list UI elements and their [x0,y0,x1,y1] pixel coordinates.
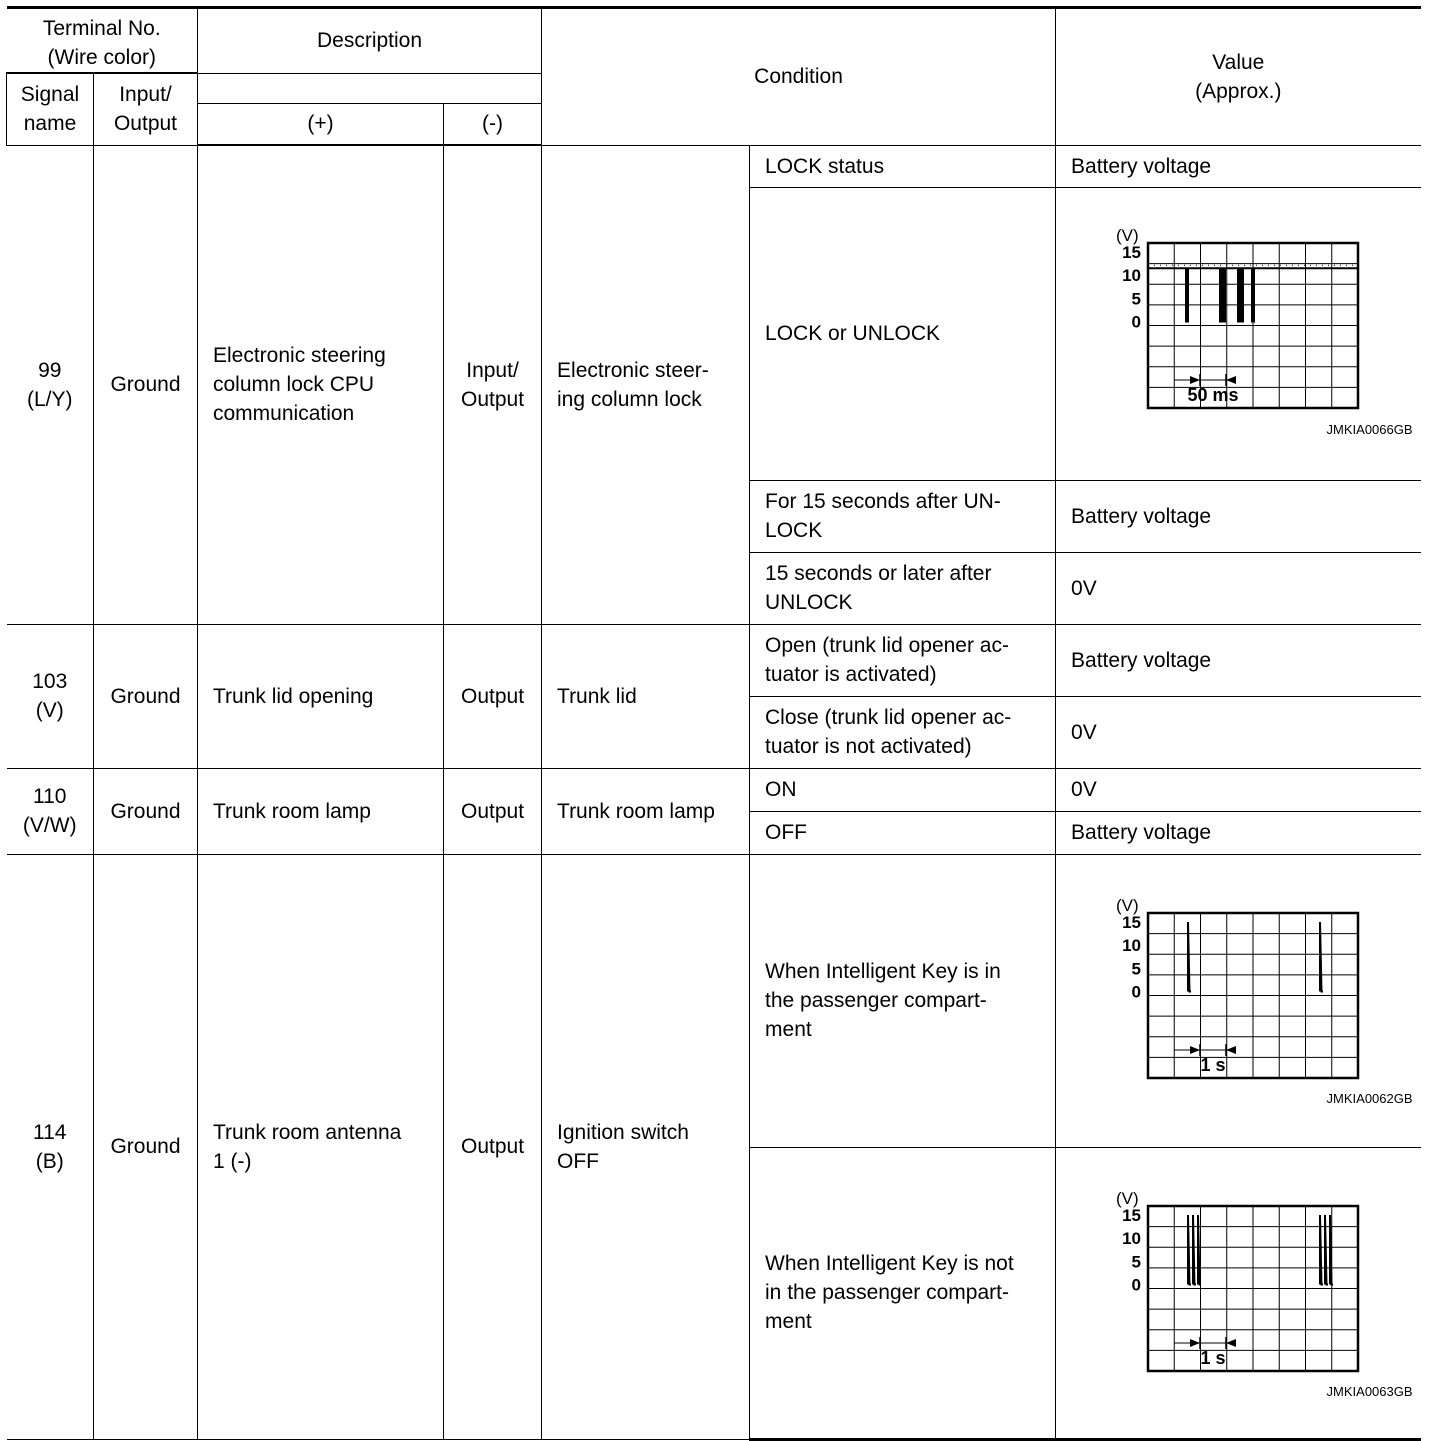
time-label: 1 s [1200,1054,1226,1075]
y-tick-label: 5 [1131,288,1142,308]
waveform-key-outside [1096,1188,1406,1381]
figure-id-outside: JMKIA0063GB [1326,1383,1413,1399]
value-lamp-off: Battery voltage [1056,811,1421,854]
time-arrow [1226,1339,1236,1347]
value-lock-status: Battery voltage [1056,145,1421,187]
header-value: Value (Approx.) [1056,8,1421,146]
y-tick-label: 10 [1122,935,1142,955]
waveform-trace [1320,1215,1333,1285]
figure-id-inside: JMKIA0062GB [1326,1090,1413,1106]
condition-key-inside: When Intelligent Key is in the passenger compart- ment [750,854,1056,1147]
terminal-103-signal: Trunk lid opening [198,624,444,768]
value-key-outside [1056,1147,1421,1439]
y-tick-label: 5 [1131,958,1142,978]
waveform-trace [1188,922,1191,992]
terminal-99-signal: Electronic steering column lock CPU communication [198,145,444,624]
time-label: 1 s [1200,1347,1226,1368]
condition-15s-after-unlock: For 15 seconds after UN- LOCK [750,480,1056,552]
header-description: Description [198,8,542,74]
terminal-103-condition: Trunk lid [542,624,750,768]
header-plus: (+) [198,103,444,145]
header-condition: Condition [542,8,1056,146]
terminal-103-io: Output [444,624,542,768]
time-arrow [1226,1046,1236,1054]
condition-lamp-on: ON [750,768,1056,811]
terminal-103-minus: Ground [94,624,198,768]
y-tick-label: 15 [1122,242,1142,262]
y-tick-label: 0 [1131,312,1142,331]
waveform-trace [1320,922,1323,992]
waveform-outside-svg [1096,1188,1406,1381]
terminal-114: 114 (B) [7,854,94,1439]
y-tick-label: 10 [1122,265,1142,285]
unit-label: (V) [1116,1188,1139,1208]
terminal-99-io: Input/ Output [444,145,542,624]
terminal-spec-table [6,6,1421,1441]
header-terminal-no: Terminal No. (Wire color) [7,8,198,74]
terminal-110-signal: Trunk room lamp [198,768,444,854]
header-input-output: Input/ Output [94,73,198,145]
value-trunk-close: 0V [1056,696,1421,768]
condition-trunk-close: Close (trunk lid opener ac- tuator is not activated) [750,696,1056,768]
unit-label: (V) [1116,895,1139,915]
value-lamp-on: 0V [1056,768,1421,811]
value-trunk-open: Battery voltage [1056,624,1421,696]
time-arrow [1190,376,1200,384]
terminal-110-minus: Ground [94,768,198,854]
condition-trunk-open: Open (trunk lid opener ac- tuator is activated) [750,624,1056,696]
unit-label: (V) [1116,225,1139,245]
terminal-110-io: Output [444,768,542,854]
terminal-110-condition: Trunk room lamp [542,768,750,854]
header-minus: (-) [444,103,542,145]
waveform-lock-unlock [1096,225,1406,418]
y-tick-label: 0 [1131,982,1142,1001]
terminal-114-minus: Ground [94,854,198,1439]
terminal-99: 99 (L/Y) [7,145,94,624]
value-15s-after-unlock: Battery voltage [1056,480,1421,552]
waveform-key-inside [1096,895,1406,1088]
condition-15s-or-later: 15 seconds or later after UNLOCK [750,552,1056,624]
condition-lock-status: LOCK status [750,145,1056,187]
waveform-inside-svg [1096,895,1406,1088]
waveform-lock-svg [1096,225,1406,418]
value-key-inside [1056,854,1421,1147]
condition-key-outside: When Intelligent Key is not in the passenger compart- ment [750,1147,1056,1439]
terminal-114-io: Output [444,854,542,1439]
waveform-trace [1148,268,1358,321]
header-signal-name: Signal name [7,73,94,145]
condition-lamp-off: OFF [750,811,1056,854]
figure-id-lock: JMKIA0066GB [1326,421,1413,437]
y-tick-label: 15 [1122,912,1142,932]
value-15s-or-later: 0V [1056,552,1421,624]
y-tick-label: 10 [1122,1228,1142,1248]
terminal-103: 103 (V) [7,624,94,768]
condition-lock-or-unlock: LOCK or UNLOCK [750,187,1056,480]
terminal-114-condition: Ignition switch OFF [542,854,750,1439]
y-tick-label: 5 [1131,1251,1142,1271]
y-tick-label: 0 [1131,1275,1142,1294]
time-arrow [1190,1339,1200,1347]
time-label: 50 ms [1187,384,1239,405]
terminal-114-signal: Trunk room antenna 1 (-) [198,854,444,1439]
value-lock-or-unlock [1056,187,1421,480]
time-arrow [1226,376,1236,384]
terminal-99-minus: Ground [94,145,198,624]
y-tick-label: 15 [1122,1205,1142,1225]
terminal-99-condition: Electronic steer- ing column lock [542,145,750,624]
waveform-trace [1188,1215,1201,1285]
terminal-110: 110 (V/W) [7,768,94,854]
time-arrow [1190,1046,1200,1054]
